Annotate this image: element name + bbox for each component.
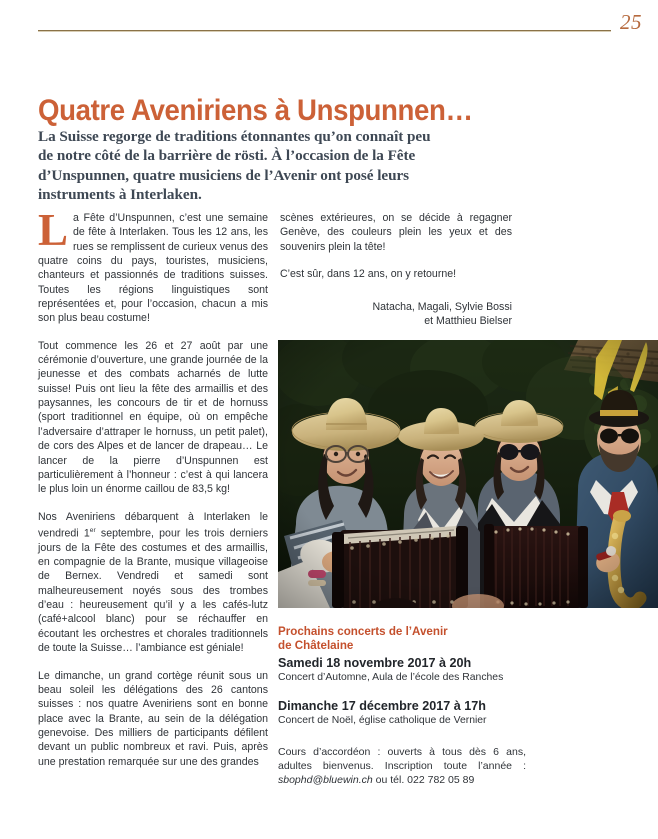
note-line-2: adultes bienvenus. Inscription toute l’année : (278, 760, 526, 773)
body-paragraph: Le dimanche, un grand cortège réunit sous un beau soleil les délégations des 26 cantons suisses : nos quatre Aveniriens sont en bonne place avec la Brante, au sein de la délégation genevoise. Des milliers de participants défilent devant un public nombreux et ravi. Puis, après une prestation remarquée sur une des grandes (38, 669, 268, 768)
concerts-heading-line-2: de Châtelaine (278, 639, 354, 653)
standfirst-intro: La Suisse regorge de traditions étonnantes qu’on connaît peu de notre côté de la barrière de rösti. À l’occasion de la Fête d’Unspunnen, quatre musiciens de l’Avenir ont posé leurs instruments à Interlaken. (38, 128, 431, 204)
concert-date: Dimanche 17 décembre 2017 à 17h (278, 699, 486, 714)
concerts-heading-line-1: Prochains concerts de l’Avenir (278, 625, 448, 638)
body-paragraph: Nos Aveniriens débarquent à Interlaken le vendredi 1er septembre, pour les trois derniers jours de la Fête des costumes et des armaillis, en compagnie de la Brante, musique villageoise de Bernex. Vendredi et samedi sont malheureusement noyés sous des trombes d’eau : heureusement qu’il y a les cafés-lutz (café+alcool blanc) pour se réchauffer en écoutant les orchestres et chorales traditionnels de toute la Suisse… l’ambiance est géniale! (38, 510, 268, 655)
page-title: Quatre Aveniriens à Unspunnen… (38, 94, 473, 128)
body-paragraph: C’est sûr, dans 12 ans, on y retourne! (280, 268, 457, 281)
body-paragraph (38, 205, 268, 326)
concert-description: Concert de Noël, église catholique de Vernier (278, 715, 487, 727)
byline-line: et Matthieu Bielser (424, 315, 512, 328)
accordion-course-note (278, 745, 526, 788)
concerts-block (278, 625, 548, 728)
byline-line: Natacha, Magali, Sylvie Bossi (372, 301, 512, 313)
concert-item (278, 698, 548, 728)
page-number: 25 (620, 10, 642, 34)
body-column-right (280, 211, 512, 281)
body-column-left (38, 205, 268, 769)
concert-date: Samedi 18 novembre 2017 à 20h (278, 655, 472, 670)
drop-cap: L (38, 205, 69, 255)
note-line-1: Cours d’accordéon : ouverts à tous dès 6 ans, (278, 746, 526, 758)
body-paragraph-text: a Fête d’Unspunnen, c’est une semaine de fête à Interlaken. Tous les 12 ans, les rues se remplissent de curieux venus des quatre coins du pays, touristes, musiciens, chanteurs et passionnés de traditions suisses. Toutes les régions linguistiques sont représentées et, pour l’occasion, chacun a mis son plus beau costume! (38, 212, 268, 325)
contact-email[interactable]: sbophd@bluewin.ch (278, 774, 373, 787)
photo-musicians (278, 340, 658, 608)
concert-spacer (278, 684, 548, 697)
body-paragraph: Tout commence les 26 et 27 août par une cérémonie d’ouverture, une grande journée de la jeunesse et des combats acharnés de lutte suisse! Puis ont lieu la fête des armaillis et des paysannes, les concours de tir et de hornuss (sport traditionnel en équipe, où on empêche l’adversaire d’attraper le hornuss, un petit palet), de cors des Alpes et de lancer de drapeau… Le lancer de la pierre d’Unspunnen est particulièrement à l’honneur : c’est à qui lancera le plus loin un énorme caillou de 83,5 kg! (38, 339, 268, 496)
body-paragraph: scènes extérieures, on se décide à regagner Genève, des couleurs plein les yeux et des souvenirs plein la tête! (280, 212, 512, 253)
byline (300, 300, 512, 328)
concert-item (278, 655, 548, 685)
concert-description: Concert d’Automne, Aula de l’école des Ranches (278, 671, 504, 683)
header-rule-shadow (38, 31, 611, 32)
note-line-3-tail: ou tél. 022 782 05 89 (372, 774, 475, 787)
